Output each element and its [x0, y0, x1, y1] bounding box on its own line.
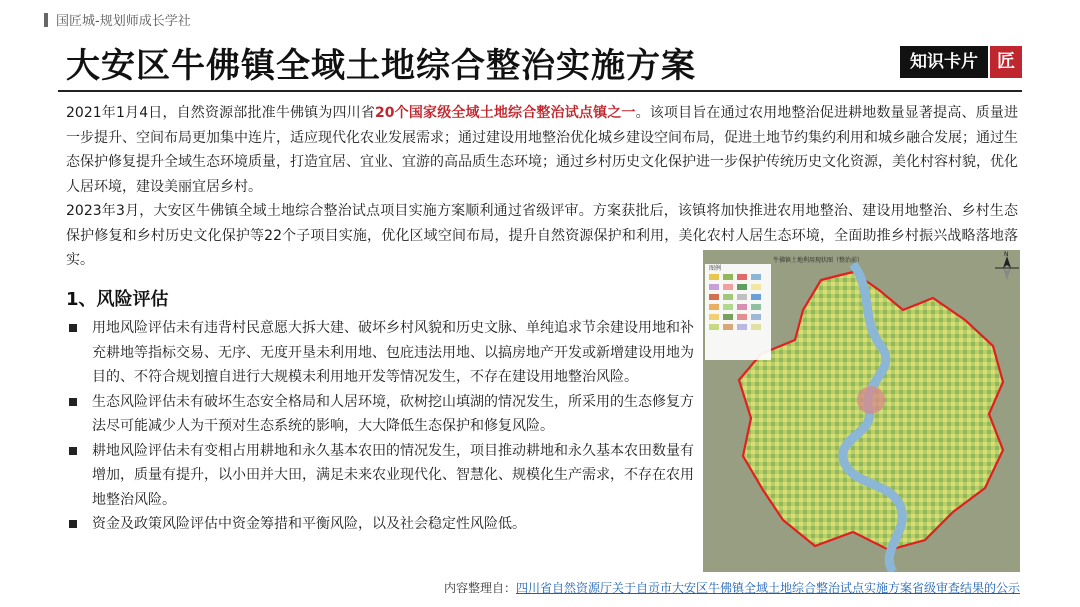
north-label: N: [1004, 251, 1009, 258]
map-image: [703, 250, 1020, 572]
risk-item-land: 用地风险评估未有违背村民意愿大拆大建、破坏乡村风貌和历史文脉、单纯追求节余建设用地和补充耕地等指标交易、无序、无度开垦未利用地、包庇违法用地、以搞房地产开发或新增建设用地为目的、不符合规划擅自进行大规模未利用地开发等情况发生，不存在建设用地整治风险。: [66, 316, 696, 390]
intro-paragraph-2: 2023年3月，大安区牛佛镇全域土地综合整治试点项目实施方案顺利通过省级评审。方案获批后，该镇将加快推进农用地整治、建设用地整治、乡村生态保护修复和乡村历史文化保护等22个子项目实施，优化区域空间布局，提升自然资源保护和利用，美化农村人居生态环境，全面助推乡村振兴战略落地落实。: [66, 203, 1018, 268]
section-heading: 1、风险评估: [66, 289, 169, 310]
town-center: [857, 386, 885, 414]
source-prefix: 内容整理自：: [443, 581, 516, 595]
risk-item-ecology: 生态风险评估未有破坏生态安全格局和人居环境，砍树挖山填湖的情况发生，所采用的生态修复方法尽可能减少人为干预对生态系统的影响，大大降低生态保护和修复风险。: [66, 390, 696, 439]
brand-label: [44, 10, 191, 29]
intro-text: [66, 101, 1018, 273]
badge-text: 知识卡片: [900, 46, 988, 78]
risk-list: [66, 316, 696, 537]
intro-p1-end: 。该项目旨在通过农用地整治促进耕地数量显著提高、质量进一步提升、空间布局更加集中连片，适应现代化农业发展需求；通过建设用地整治优化城乡建设空间布局，促进土地节约集约利用和城乡融合发展；通过生态保护修复提升全域生态环境质量，打造宜居、宜业、宜游的高品质生态环境；通过乡村历史文化保护进一步保护传统历史文化资源，美化村容村貌，优化人居环境，建设美丽宜居乡村。: [66, 105, 1019, 195]
title-divider: [58, 90, 1022, 92]
source-link[interactable]: 四川省自然资源厅关于自贡市大安区牛佛镇全域土地综合整治试点实施方案省级审查结果的公示: [515, 581, 1020, 595]
risk-item-farmland: 耕地风险评估未有变相占用耕地和永久基本农田的情况发生，项目推动耕地和永久基本农田数量有增加，质量有提升，以小田并大田，满足未来农业现代化、智慧化、规模化生产需求，不存在农用地整治风险。: [66, 439, 696, 513]
page-title: 大安区牛佛镇全域土地综合整治实施方案: [66, 46, 696, 86]
brand-bar: [44, 13, 48, 27]
intro-p1-start: 2021年1月4日，自然资源部批准牛佛镇为四川省: [66, 105, 376, 121]
intro-highlight: 20个国家级全域土地综合整治试点镇之一: [375, 105, 636, 121]
land-use-map: [703, 250, 1020, 572]
intro-paragraph-1: [66, 101, 1018, 199]
legend-label: 图例: [709, 265, 722, 272]
brand-text: 国匠城-规划师成长学社: [56, 14, 191, 29]
map-title: 牛佛镇土地利用现状图（整治前）: [773, 257, 864, 264]
risk-item-funding: 资金及政策风险评估中资金筹措和平衡风险，以及社会稳定性风险低。: [66, 512, 696, 537]
source-footer: [444, 579, 1020, 596]
knowledge-card-badge: [900, 46, 1022, 78]
brand-logo-icon: 匠: [990, 46, 1022, 78]
